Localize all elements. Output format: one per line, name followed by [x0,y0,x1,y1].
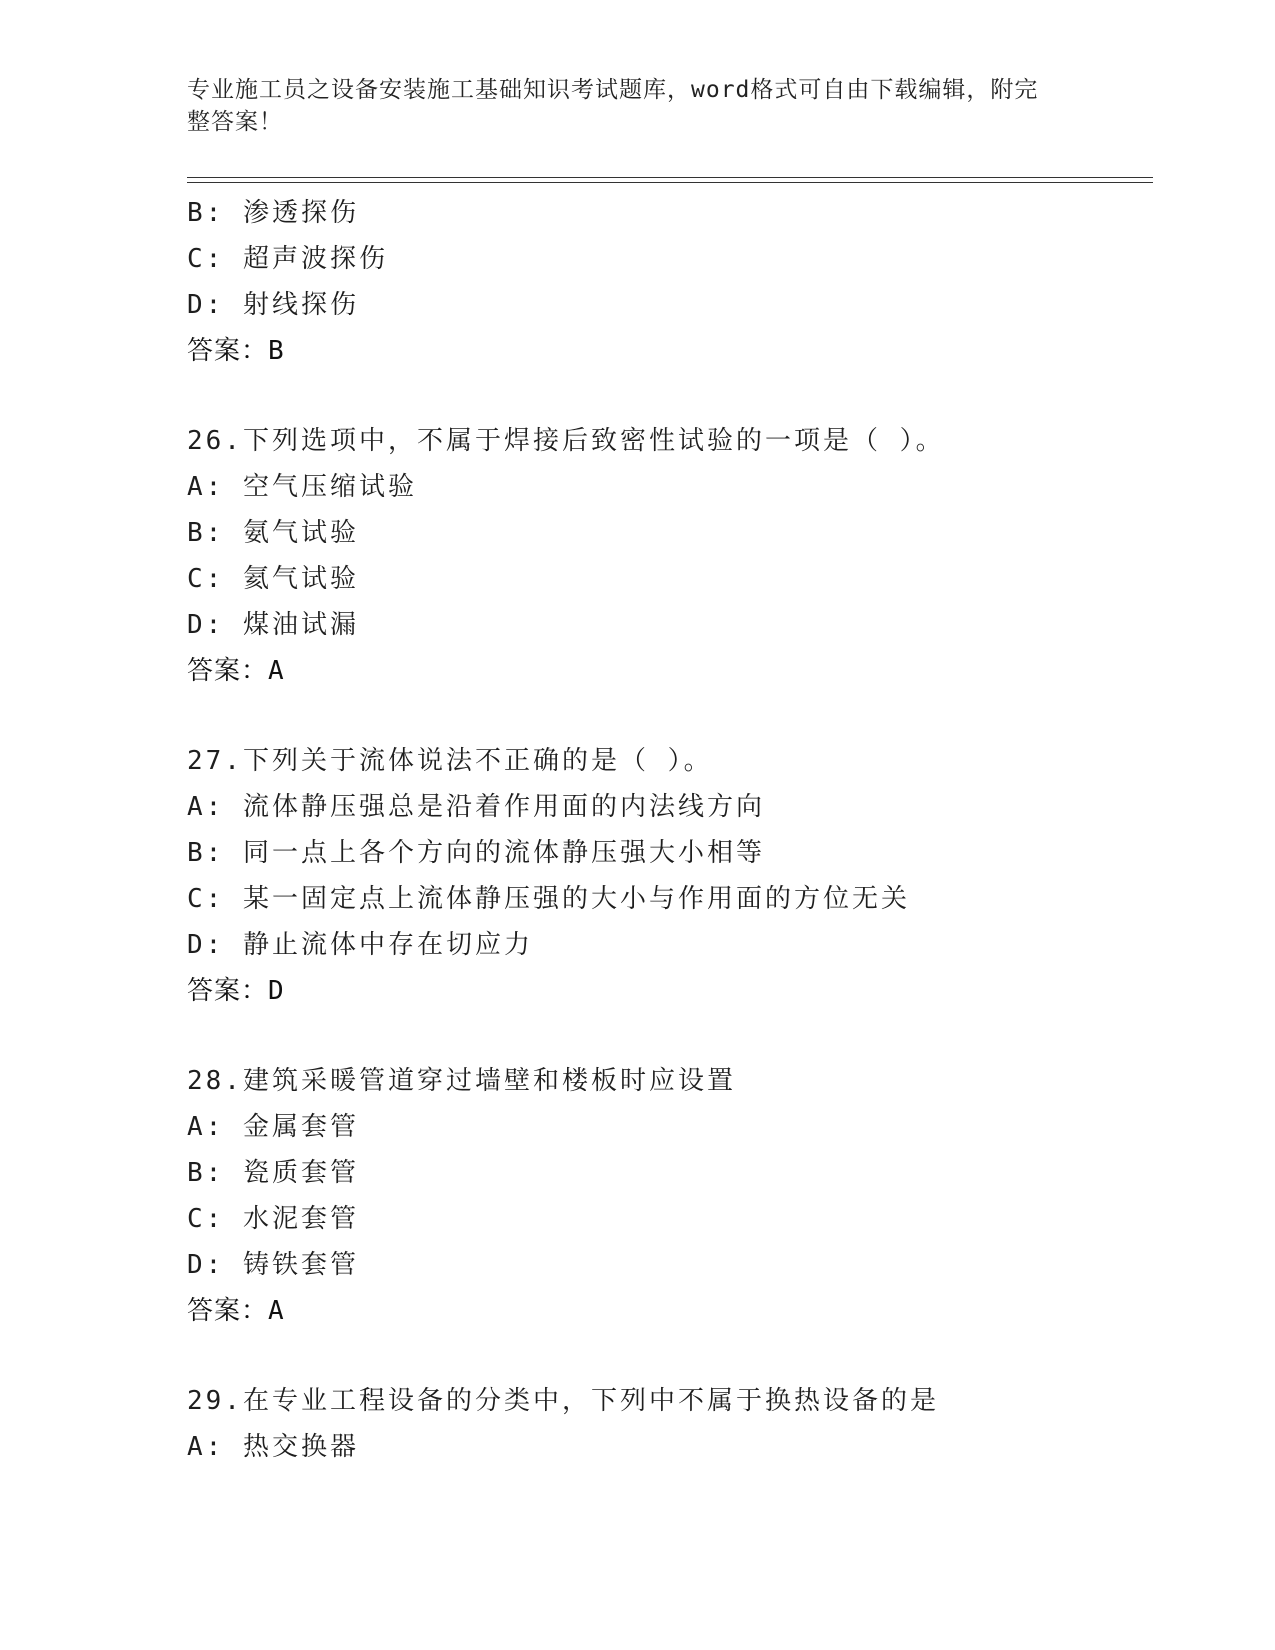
option-key: A: [187,1432,225,1462]
option-key: B: [187,198,225,228]
option-key: B: [187,518,225,548]
answer-value: A [268,656,285,686]
option-c [187,236,1147,282]
option-a [187,464,1147,510]
answer-value: D [268,976,285,1006]
option-text: 空气压缩试验 [242,472,417,502]
option-text: 静止流体中存在切应力 [242,930,533,960]
option-key: B: [187,1158,225,1188]
option-key: C: [187,564,225,594]
option-b [187,1150,1147,1196]
option-text: 氨气试验 [242,518,359,548]
option-text: 某一固定点上流体静压强的大小与作用面的方位无关 [242,884,910,914]
answer-line [187,1288,1147,1334]
option-key: D: [187,930,225,960]
option-text: 射线探伤 [242,290,359,320]
option-d [187,922,1147,968]
option-b [187,510,1147,556]
question-stem: 29.在专业工程设备的分类中，下列中不属于换热设备的是 [187,1386,939,1416]
option-a [187,784,1147,830]
option-text: 超声波探伤 [242,244,388,274]
document-header [187,74,1067,138]
answer-line [187,968,1147,1014]
option-text: 煤油试漏 [242,610,359,640]
option-key: D: [187,610,225,640]
question-stem: 27.下列关于流体说法不正确的是（ ）。 [187,746,713,776]
option-c [187,876,1147,922]
header-divider-bottom [187,182,1153,183]
answer-value: A [268,1296,285,1326]
option-text: 金属套管 [242,1112,359,1142]
option-a [187,1104,1147,1150]
option-b [187,830,1147,876]
header-title-line-1: 专业施工员之设备安装施工基础知识考试题库，word格式可自由下载编辑，附完 [187,77,1039,103]
option-text: 水泥套管 [242,1204,359,1234]
option-text: 同一点上各个方向的流体静压强大小相等 [242,838,765,868]
option-d [187,602,1147,648]
question-stem: 26.下列选项中，不属于焊接后致密性试验的一项是（ ）。 [187,426,945,456]
option-text: 铸铁套管 [242,1250,359,1280]
option-key: D: [187,290,225,320]
option-key: C: [187,244,225,274]
option-key: D: [187,1250,225,1280]
option-c [187,556,1147,602]
option-key: A: [187,472,225,502]
option-key: C: [187,1204,225,1234]
question-26 [187,418,1147,694]
header-divider-top [187,177,1153,178]
option-key: C: [187,884,225,914]
answer-label: 答案： [187,336,269,366]
answer-label: 答案： [187,976,269,1006]
answer-label: 答案： [187,1296,269,1326]
option-c [187,1196,1147,1242]
option-d [187,1242,1147,1288]
option-key: A: [187,1112,225,1142]
option-a [187,1424,1147,1470]
option-d [187,282,1147,328]
answer-value: B [268,336,285,366]
option-b [187,190,1147,236]
question-27 [187,738,1147,1014]
option-text: 流体静压强总是沿着作用面的内法线方向 [242,792,765,822]
question-25-continued [187,190,1147,374]
question-29 [187,1378,1147,1470]
header-title-line-2: 整答案！ [187,109,283,135]
option-text: 瓷质套管 [242,1158,359,1188]
option-text: 渗透探伤 [242,198,359,228]
answer-line [187,648,1147,694]
question-list [187,190,1147,1470]
option-key: B: [187,838,225,868]
option-text: 氦气试验 [242,564,359,594]
answer-label: 答案： [187,656,269,686]
question-28 [187,1058,1147,1334]
question-stem: 28.建筑采暖管道穿过墙壁和楼板时应设置 [187,1066,736,1096]
option-text: 热交换器 [242,1432,359,1462]
answer-line [187,328,1147,374]
option-key: A: [187,792,225,822]
